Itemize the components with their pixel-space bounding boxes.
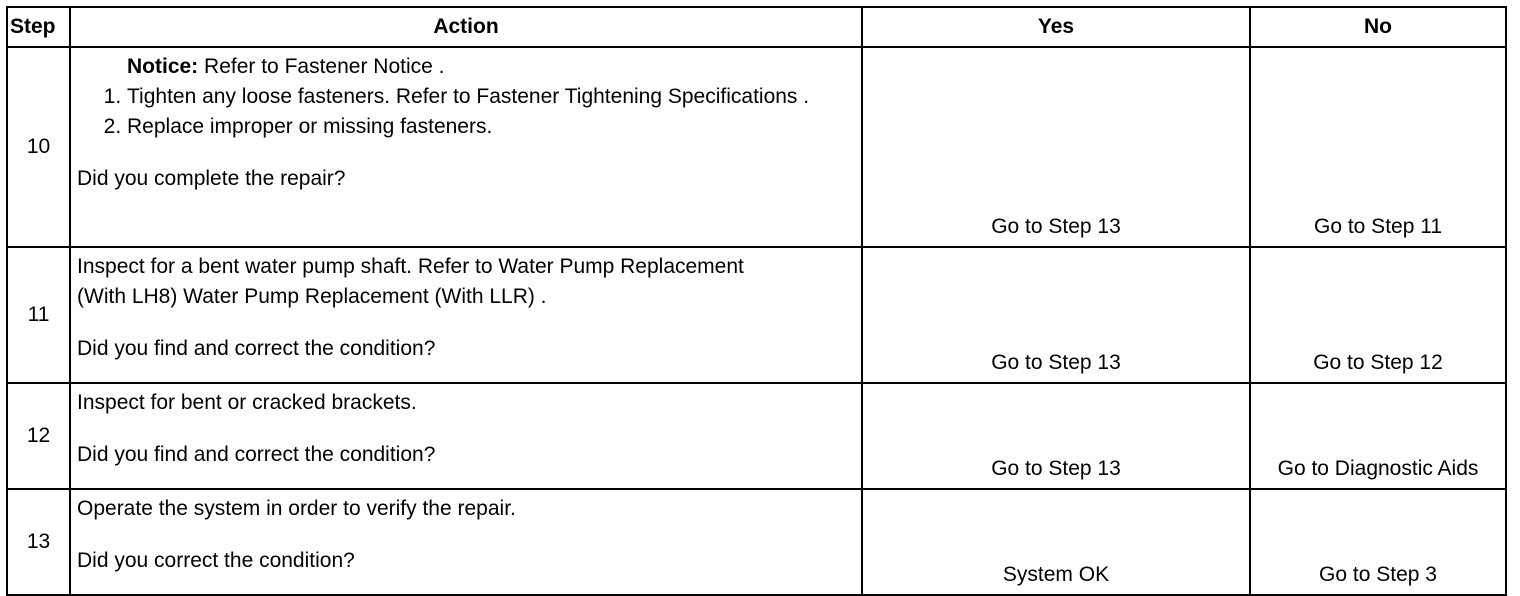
- notice-label: Notice:: [127, 55, 199, 78]
- action-cell: [70, 383, 862, 489]
- header-no: No: [1250, 7, 1506, 47]
- question-text: Did you find and correct the condition?: [77, 443, 436, 466]
- action-cell: [70, 247, 862, 383]
- diagnostic-page: [6, 6, 1507, 596]
- instruction-text: Inspect for bent or cracked brackets.: [77, 391, 417, 414]
- no-result: Go to Diagnostic Aids: [1250, 383, 1506, 489]
- question-text: Did you complete the repair?: [77, 167, 346, 190]
- notice-text: Refer to Fastener Notice .: [204, 55, 445, 78]
- step-number: 11: [7, 247, 70, 383]
- table-row-step-13: [7, 489, 1506, 595]
- instruction-text: Operate the system in order to verify the repair.: [77, 497, 516, 520]
- table-row-step-10: [7, 47, 1506, 247]
- header-row: [7, 7, 1506, 47]
- question-text: Did you correct the condition?: [77, 549, 355, 572]
- list-item: 1. Tighten any loose fasteners. Refer to Fastener Tightening Specifications .: [127, 82, 855, 112]
- header-step: Step: [7, 7, 70, 47]
- no-result: Go to Step 11: [1250, 47, 1506, 247]
- step-number: 10: [7, 47, 70, 247]
- question-text: Did you find and correct the condition?: [77, 337, 436, 360]
- table-row-step-11: [7, 247, 1506, 383]
- action-cell: [70, 489, 862, 595]
- yes-result: Go to Step 13: [862, 247, 1250, 383]
- step-number: 12: [7, 383, 70, 489]
- instruction-text: Inspect for a bent water pump shaft. Refer to Water Pump Replacement (With LH8) Water Pump Replacement (With LLR) .: [77, 255, 744, 308]
- instruction-list: [77, 82, 855, 142]
- table-row-step-12: [7, 383, 1506, 489]
- header-action: Action: [70, 7, 862, 47]
- yes-result: Go to Step 13: [862, 47, 1250, 247]
- no-result: Go to Step 12: [1250, 247, 1506, 383]
- yes-result: System OK: [862, 489, 1250, 595]
- notice: [77, 52, 855, 82]
- action-cell: [70, 47, 862, 247]
- header-yes: Yes: [862, 7, 1250, 47]
- list-item: 2. Replace improper or missing fasteners.: [127, 112, 855, 142]
- diagnostic-table: [6, 6, 1507, 596]
- yes-result: Go to Step 13: [862, 383, 1250, 489]
- step-number: 13: [7, 489, 70, 595]
- no-result: Go to Step 3: [1250, 489, 1506, 595]
